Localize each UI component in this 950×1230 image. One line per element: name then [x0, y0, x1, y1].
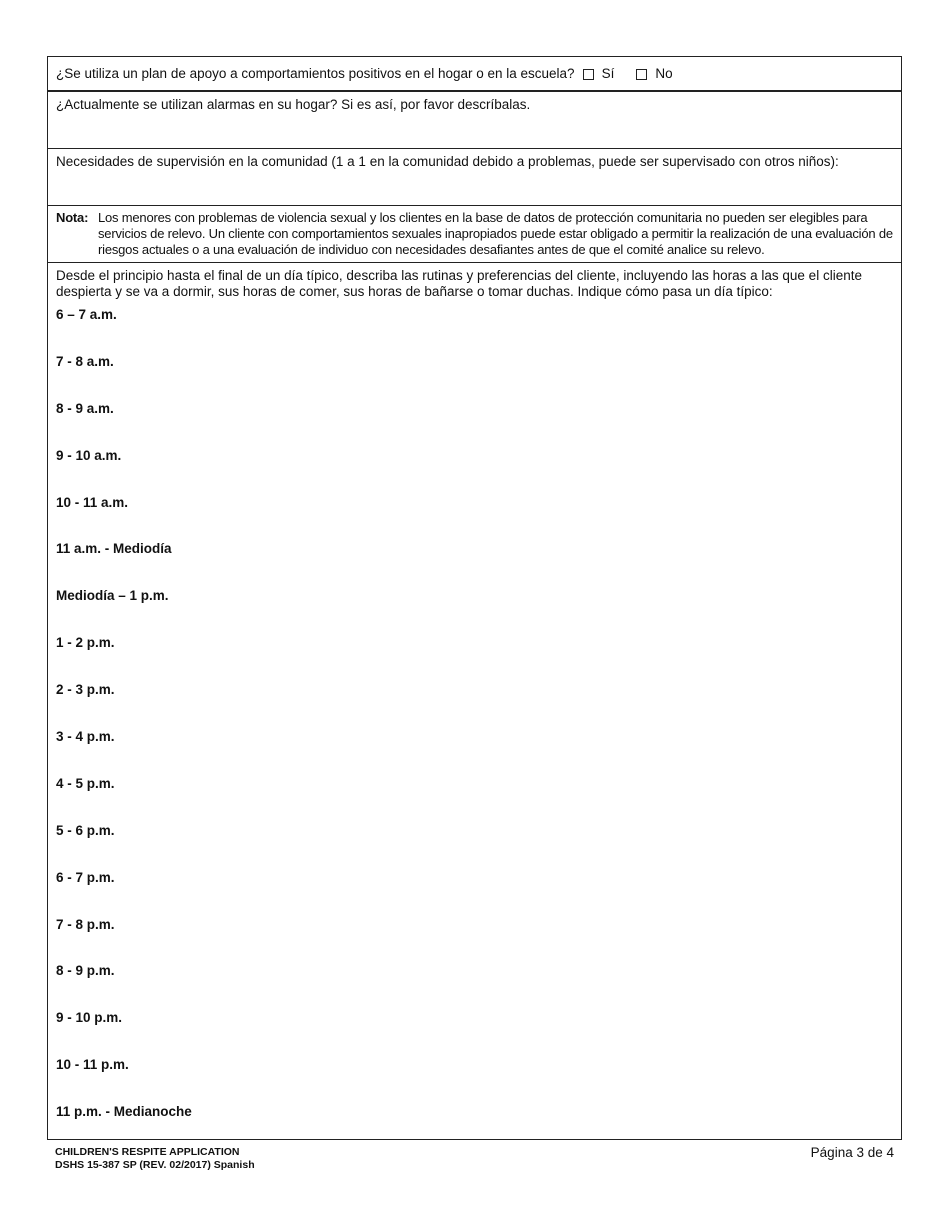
time-slot: 9 - 10 p.m.: [56, 1010, 123, 1026]
time-slot: 7 - 8 a.m.: [56, 353, 114, 369]
pbs-plan-yes-checkbox[interactable]: [583, 69, 594, 80]
time-slot: 11 p.m. - Medianoche: [56, 1104, 192, 1120]
time-slot: 6 – 7 a.m.: [56, 307, 117, 322]
community-supervision-question: Necesidades de supervisión en la comunidad (1 a 1 en la comunidad debido a problemas, puede ser supervisado con otros niños):: [56, 154, 839, 169]
form-footer: [55, 1146, 255, 1171]
time-slot: 8 - 9 a.m.: [56, 400, 114, 416]
pbs-plan-row: [48, 57, 901, 92]
page-number: Página 3 de 4: [810, 1145, 894, 1160]
pbs-plan-no-checkbox[interactable]: [636, 69, 647, 80]
time-slot: 7 - 8 p.m.: [56, 916, 115, 932]
time-slot: 8 - 9 p.m.: [56, 963, 115, 979]
time-slot: 5 - 6 p.m.: [56, 822, 115, 838]
time-slot: 10 - 11 p.m.: [56, 1057, 129, 1073]
note-row: [48, 206, 901, 263]
time-slot: 2 - 3 p.m.: [56, 682, 115, 698]
note-text: Los menores con problemas de violencia sexual y los clientes en la base de datos de protección comunitaria no pueden ser elegibles para servicios de relevo. Un cliente con comportamientos sexuales inapropiados puede estar obligado a permitir la realización de una evaluación de riesgos actuales o a una evaluación de individuo con necesidades desafiantes antes de que el comité analice su relevo.: [98, 210, 893, 257]
form-table: [47, 56, 902, 1140]
time-slot: 3 - 4 p.m.: [56, 729, 115, 745]
time-slot: Mediodía – 1 p.m.: [56, 588, 169, 604]
community-supervision-field[interactable]: [48, 149, 901, 206]
time-slot: 6 - 7 p.m.: [56, 869, 115, 885]
daily-routine-field[interactable]: [48, 263, 901, 1139]
pbs-plan-yes-label: Sí: [601, 66, 615, 81]
time-slot: 10 - 11 a.m.: [56, 494, 129, 510]
form-number: DSHS 15-387 SP (REV. 02/2017) Spanish: [55, 1158, 255, 1171]
time-slot: 9 - 10 a.m.: [56, 447, 122, 463]
pbs-plan-no-label: No: [655, 66, 673, 81]
time-slot-list: [56, 307, 192, 1151]
alarms-question: ¿Actualmente se utilizan alarmas en su hogar? Si es así, por favor descríbalas.: [56, 97, 531, 112]
time-slot: 1 - 2 p.m.: [56, 635, 115, 651]
time-slot: 11 a.m. - Mediodía: [56, 541, 172, 557]
daily-routine-description: Desde el principio hasta el final de un día típico, describa las rutinas y preferencias del cliente, incluyendo las horas a las que el cliente despierta y se va a dormir, sus horas de comer, sus horas de bañarse o tomar duchas. Indique cómo pasa un día típico:: [56, 268, 862, 299]
pbs-plan-question: ¿Se utiliza un plan de apoyo a comportamientos positivos en el hogar o en la escuela?: [56, 66, 575, 81]
alarms-field[interactable]: [48, 92, 901, 149]
form-title: CHILDREN'S RESPITE APPLICATION: [55, 1146, 240, 1158]
note-label: Nota:: [56, 210, 89, 225]
time-slot: 4 - 5 p.m.: [56, 775, 115, 791]
